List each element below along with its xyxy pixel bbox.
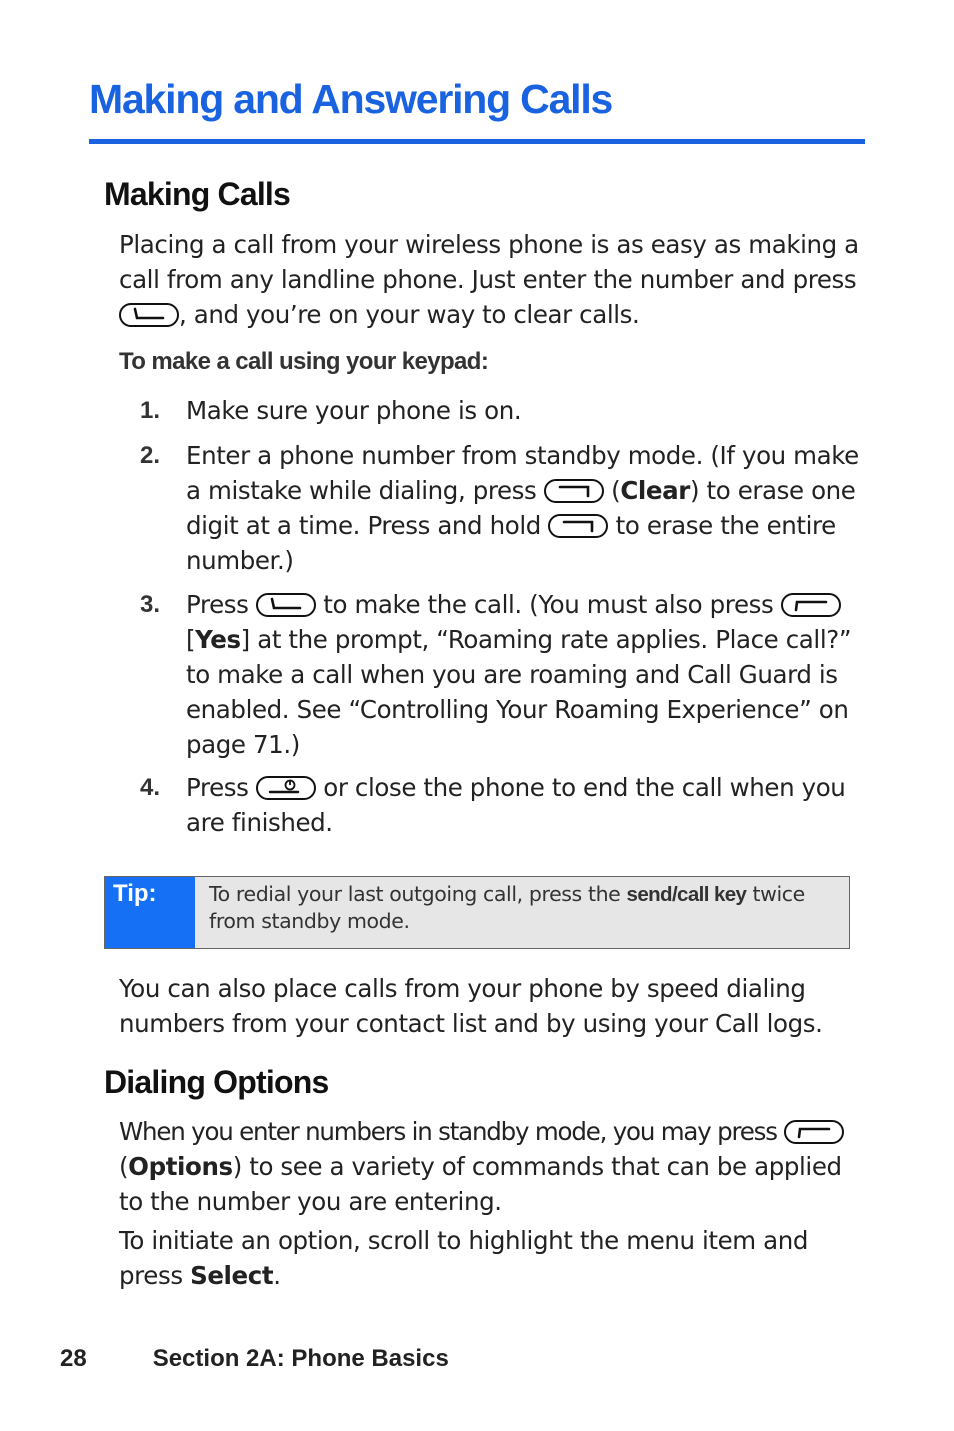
tip-label: Tip: [113, 880, 157, 907]
tip-text [209, 881, 839, 935]
step-1-number: 1. [140, 397, 161, 424]
step-4-text [186, 770, 866, 840]
step-2-text [186, 438, 866, 578]
dialing-options-p2-text-2: . [273, 1261, 281, 1290]
back-clear-key-icon [548, 514, 608, 538]
step-3-text [186, 587, 866, 762]
step-4-text-a: Press [186, 773, 249, 802]
keypad-subheading: To make a call using your keypad: [119, 348, 489, 375]
dialing-options-p2-text-1: To initiate an option, scroll to highlight the menu item and press [119, 1226, 809, 1290]
clear-label: Clear [620, 476, 690, 505]
dialing-options-paragraph-1: When you enter numbers in standby mode, you may press (Options) to see a variety of commands that can be applied to the number you are entering. [119, 1114, 864, 1219]
tip-box [104, 876, 850, 949]
chapter-title: Making and Answering Calls [89, 76, 613, 122]
page-footer [60, 1345, 449, 1373]
select-label: Select [190, 1261, 274, 1290]
step-2-number: 2. [140, 442, 161, 469]
dialing-options-p1-text-1: When you enter numbers in standby mode, you may press [119, 1117, 777, 1146]
tip-label-cell [105, 877, 195, 948]
step-3-text-c: [ [186, 625, 196, 654]
step-2-text-d: to erase the entire number.) [186, 511, 836, 575]
tip-text-2: twice from standby mode. [209, 882, 805, 933]
back-clear-key-icon [544, 479, 604, 503]
end-power-key-icon [256, 776, 316, 800]
making-calls-intro [119, 227, 859, 332]
step-3-text-b: to make the call. (You must also press [315, 590, 774, 619]
step-4-number: 4. [140, 774, 161, 801]
step-1-text: Make sure your phone is on. [186, 396, 522, 425]
dialing-options-heading: Dialing Options [104, 1064, 329, 1100]
send-call-key-label: send/call key [626, 883, 747, 906]
step-3-text-a: Press [186, 590, 249, 619]
intro-text-2: , and you’re on your way to clear calls. [179, 300, 640, 329]
intro-text-1: Placing a call from your wireless phone is as easy as making a call from any landline phone. Just enter the number and press [119, 230, 859, 294]
talk-key-icon [119, 303, 179, 327]
step-2-text-a: Enter a phone number from standby mode. (If you make a mistake while dialing, press [186, 441, 859, 505]
step-4-text-b: or close the phone to end the call when you are finished. [186, 773, 846, 837]
talk-key-icon [256, 593, 316, 617]
dialing-options-p1-text-2: ) to see a variety of commands that can be applied to the number you are entering. [119, 1152, 842, 1216]
page-number: 28 [60, 1345, 87, 1372]
making-calls-heading: Making Calls [104, 176, 291, 212]
yes-label: Yes [195, 625, 241, 654]
footer-section-title: Section 2A: Phone Basics [152, 1345, 449, 1372]
tip-text-1: To redial your last outgoing call, press the [209, 882, 627, 906]
dialing-options-paragraph-2 [119, 1223, 859, 1293]
step-2-text-c: ) to erase one digit at a time. Press and hold [186, 476, 856, 540]
step-3-text-d: ] at the prompt, “Roaming rate applies. Place call?” to make a call when you are roaming and Call Guard is enabled. See “Controlling Your Roaming Experience” on page 71.) [186, 625, 852, 759]
also-paragraph: You can also place calls from your phone by speed dialing numbers from your contact list and by using your Call logs. [119, 974, 823, 1038]
step-2-text-b: ( [603, 476, 621, 505]
softkey-icon [784, 1120, 844, 1144]
title-rule [89, 139, 865, 144]
options-label: Options [128, 1152, 233, 1181]
step-3-number: 3. [140, 591, 161, 618]
softkey-icon [781, 593, 841, 617]
